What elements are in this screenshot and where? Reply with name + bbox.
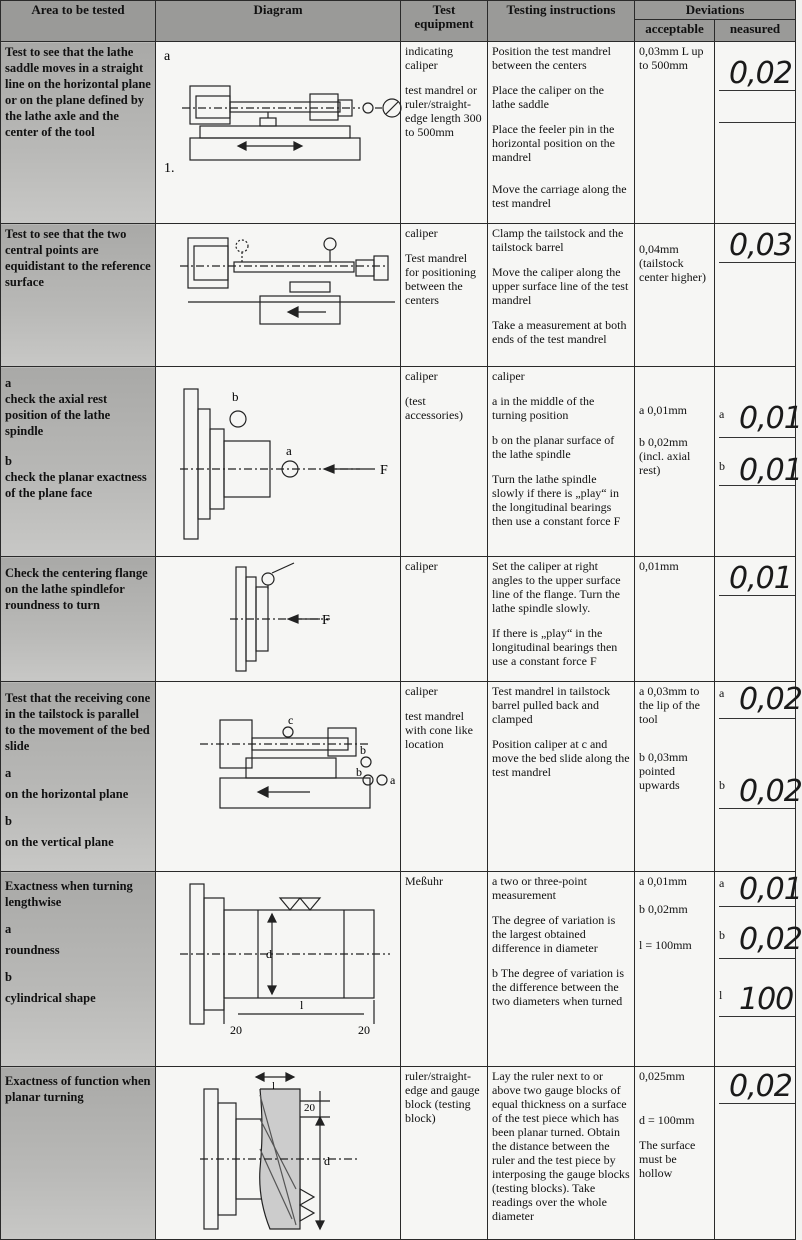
diagram-label-20: 20 [230, 1023, 242, 1037]
diagram-label-a: a [164, 49, 171, 64]
equipment-cell: indicating caliper test mandrel or ruler/straight-edge length 300 to 500mm [401, 42, 488, 224]
instructions-cell: Position the test mandrel between the centers Place the caliper on the lathe saddle Place the feeler pin in the horizontal position on the mandrel Move the carriage along the test mandrel [488, 42, 635, 224]
acceptable-cell: a 0,01mm b 0,02mm (incl. axial rest) [635, 367, 715, 557]
header-measured: neasured [715, 20, 796, 42]
table-row [1, 224, 796, 367]
equipment-cell: ruler/straight-edge and gauge block (testing block) [401, 1067, 488, 1240]
measured-letter: a [719, 686, 725, 700]
area-cell: Test that the receiving cone in the tailstock is parallel to the movement of the bed slide a on the horizontal plane b on the vertical plane [1, 682, 156, 872]
header-instructions: Testing instructions [488, 1, 635, 42]
lengthwise-turning-diagram [160, 874, 405, 1059]
diagram-label-a: a [286, 443, 292, 458]
instructions-cell: Set the caliper at right angles to the upper surface line of the flange. Turn the lathe spindle slowly. If there is „play“ in the longitudinal bearings then use a constant force F [488, 557, 635, 682]
flange-roundness-diagram [160, 559, 405, 674]
tailstock-cone-diagram [160, 684, 405, 864]
measured-letter: b [719, 778, 725, 792]
measured-value: 0,02 [739, 774, 802, 809]
measured-cell [715, 42, 796, 224]
instructions-cell: caliper a in the middle of the turning position b on the planar surface of the lathe spindle Turn the lathe spindle slowly if there is „play“ in the longitudinal bearings then use a constant force F [488, 367, 635, 557]
diagram-label-20: 20 [358, 1023, 370, 1037]
measured-cell [715, 682, 802, 872]
diagram-cell [156, 557, 401, 682]
diagram-label-b: b [360, 743, 366, 757]
equipment-cell: caliper [401, 557, 488, 682]
instructions-cell: Clamp the tailstock and the tailstock barrel Move the caliper along the upper surface line of the test mandrel Take a measurement at both ends of the test mandrel [488, 224, 635, 367]
equipment-cell: caliper Test mandrel for positioning between the centers [401, 224, 488, 367]
planar-turning-diagram [160, 1069, 405, 1232]
diagram-label-c: c [288, 713, 294, 727]
diagram-label-20: 20 [304, 1102, 315, 1114]
diagram-cell [156, 1067, 401, 1240]
instructions-cell: a two or three-point measurement The degree of variation is the largest obtained difference in diameter b The degree of variation is the difference between the two diameters when turned [488, 872, 635, 1067]
diagram-label-a: a [390, 773, 396, 787]
table-row [1, 872, 796, 1067]
centers-height-diagram [160, 226, 405, 359]
measured-cell [715, 1067, 796, 1240]
area-cell: Test to see that the two central points are equidistant to the reference surface [1, 224, 156, 367]
measured-value: 0,02 [739, 682, 802, 717]
measured-value: 0,03 [729, 228, 792, 263]
measured-value: 0,01 [739, 401, 802, 436]
acceptable-cell: a 0,03mm to the lip of the tool b 0,03mm pointed upwards [635, 682, 715, 872]
area-cell: Check the centering flange on the lathe spindlefor roundness to turn [1, 557, 156, 682]
equipment-cell: caliper test mandrel with cone like location [401, 682, 488, 872]
measured-value: 0,02 [729, 1069, 792, 1104]
table-row [1, 42, 796, 224]
equipment-cell: caliper (test accessories) [401, 367, 488, 557]
diagram-label-l: l [300, 998, 304, 1012]
measured-letter: a [719, 407, 725, 421]
measured-cell [715, 872, 802, 1067]
header-deviations: Deviations [635, 1, 796, 20]
acceptable-cell: 0,025mm d = 100mm The surface must be hollow [635, 1067, 715, 1240]
table-row [1, 367, 796, 557]
header-diagram: Diagram [156, 1, 401, 42]
acceptable-cell: 0,01mm [635, 557, 715, 682]
header-equipment: Test equipment [401, 1, 488, 42]
measured-letter: b [719, 928, 725, 942]
measured-value: 0,01 [739, 453, 802, 488]
measured-cell [715, 224, 796, 367]
instructions-cell: Test mandrel in tailstock barrel pulled back and clamped Position caliper at c and move the bed slide along the test mandrel [488, 682, 635, 872]
measured-letter: l [719, 988, 723, 1002]
measured-cell [715, 557, 796, 682]
table-row [1, 557, 796, 682]
area-cell: Test to see that the lathe saddle moves in a straight line on the horizontal plane or on the plane defined by the lathe axle and the center of the tool [1, 42, 156, 224]
measured-value: 0,01 [729, 561, 792, 596]
measured-value: 0,01 [739, 872, 802, 907]
diagram-label-l: l [272, 1080, 276, 1092]
header-area: Area to be tested [1, 1, 156, 42]
saddle-straightness-diagram [160, 44, 405, 204]
area-cell: Exactness when turning lengthwise a roundness b cylindrical shape [1, 872, 156, 1067]
diagram-label-d: d [324, 1154, 330, 1168]
diagram-label-b: b [232, 389, 239, 404]
acceptable-cell: 0,03mm L up to 500mm [635, 42, 715, 224]
equipment-cell: Meßuhr [401, 872, 488, 1067]
table-row [1, 1067, 796, 1240]
acceptable-cell: a 0,01mm b 0,02mm l = 100mm [635, 872, 715, 1067]
spindle-axial-diagram [160, 369, 405, 549]
diagram-cell [156, 872, 401, 1067]
measured-letter: b [719, 459, 725, 473]
diagram-label-d: d [266, 947, 272, 961]
table-row [1, 682, 796, 872]
diagram-cell [156, 367, 401, 557]
diagram-label-F: F [380, 463, 388, 478]
instructions-cell: Lay the ruler next to or above two gauge blocks of equal thickness on a surface of the test piece which has been planar turned. Obtain the distance between the ruler and the test piece by interposing the gauge blocks (testing blocks). Take readings over the whole diameter [488, 1067, 635, 1240]
area-cell: Exactness of function when planar turning [1, 1067, 156, 1240]
diagram-label-b: b [356, 765, 362, 779]
measured-value: 0,02 [739, 922, 802, 957]
measured-value: 100 [739, 982, 794, 1017]
area-cell: a check the axial rest position of the lathe spindle b check the planar exactness of the plane face [1, 367, 156, 557]
diagram-label-1: 1. [164, 161, 175, 176]
header-acceptable: acceptable [635, 20, 715, 42]
measured-letter: a [719, 876, 725, 890]
diagram-cell [156, 224, 401, 367]
measured-value: 0,02 [729, 56, 792, 91]
diagram-cell [156, 42, 401, 224]
diagram-label-F: F [322, 613, 330, 628]
measured-cell [715, 367, 802, 557]
diagram-cell [156, 682, 401, 872]
acceptable-cell: 0,04mm (tailstock center higher) [635, 224, 715, 367]
